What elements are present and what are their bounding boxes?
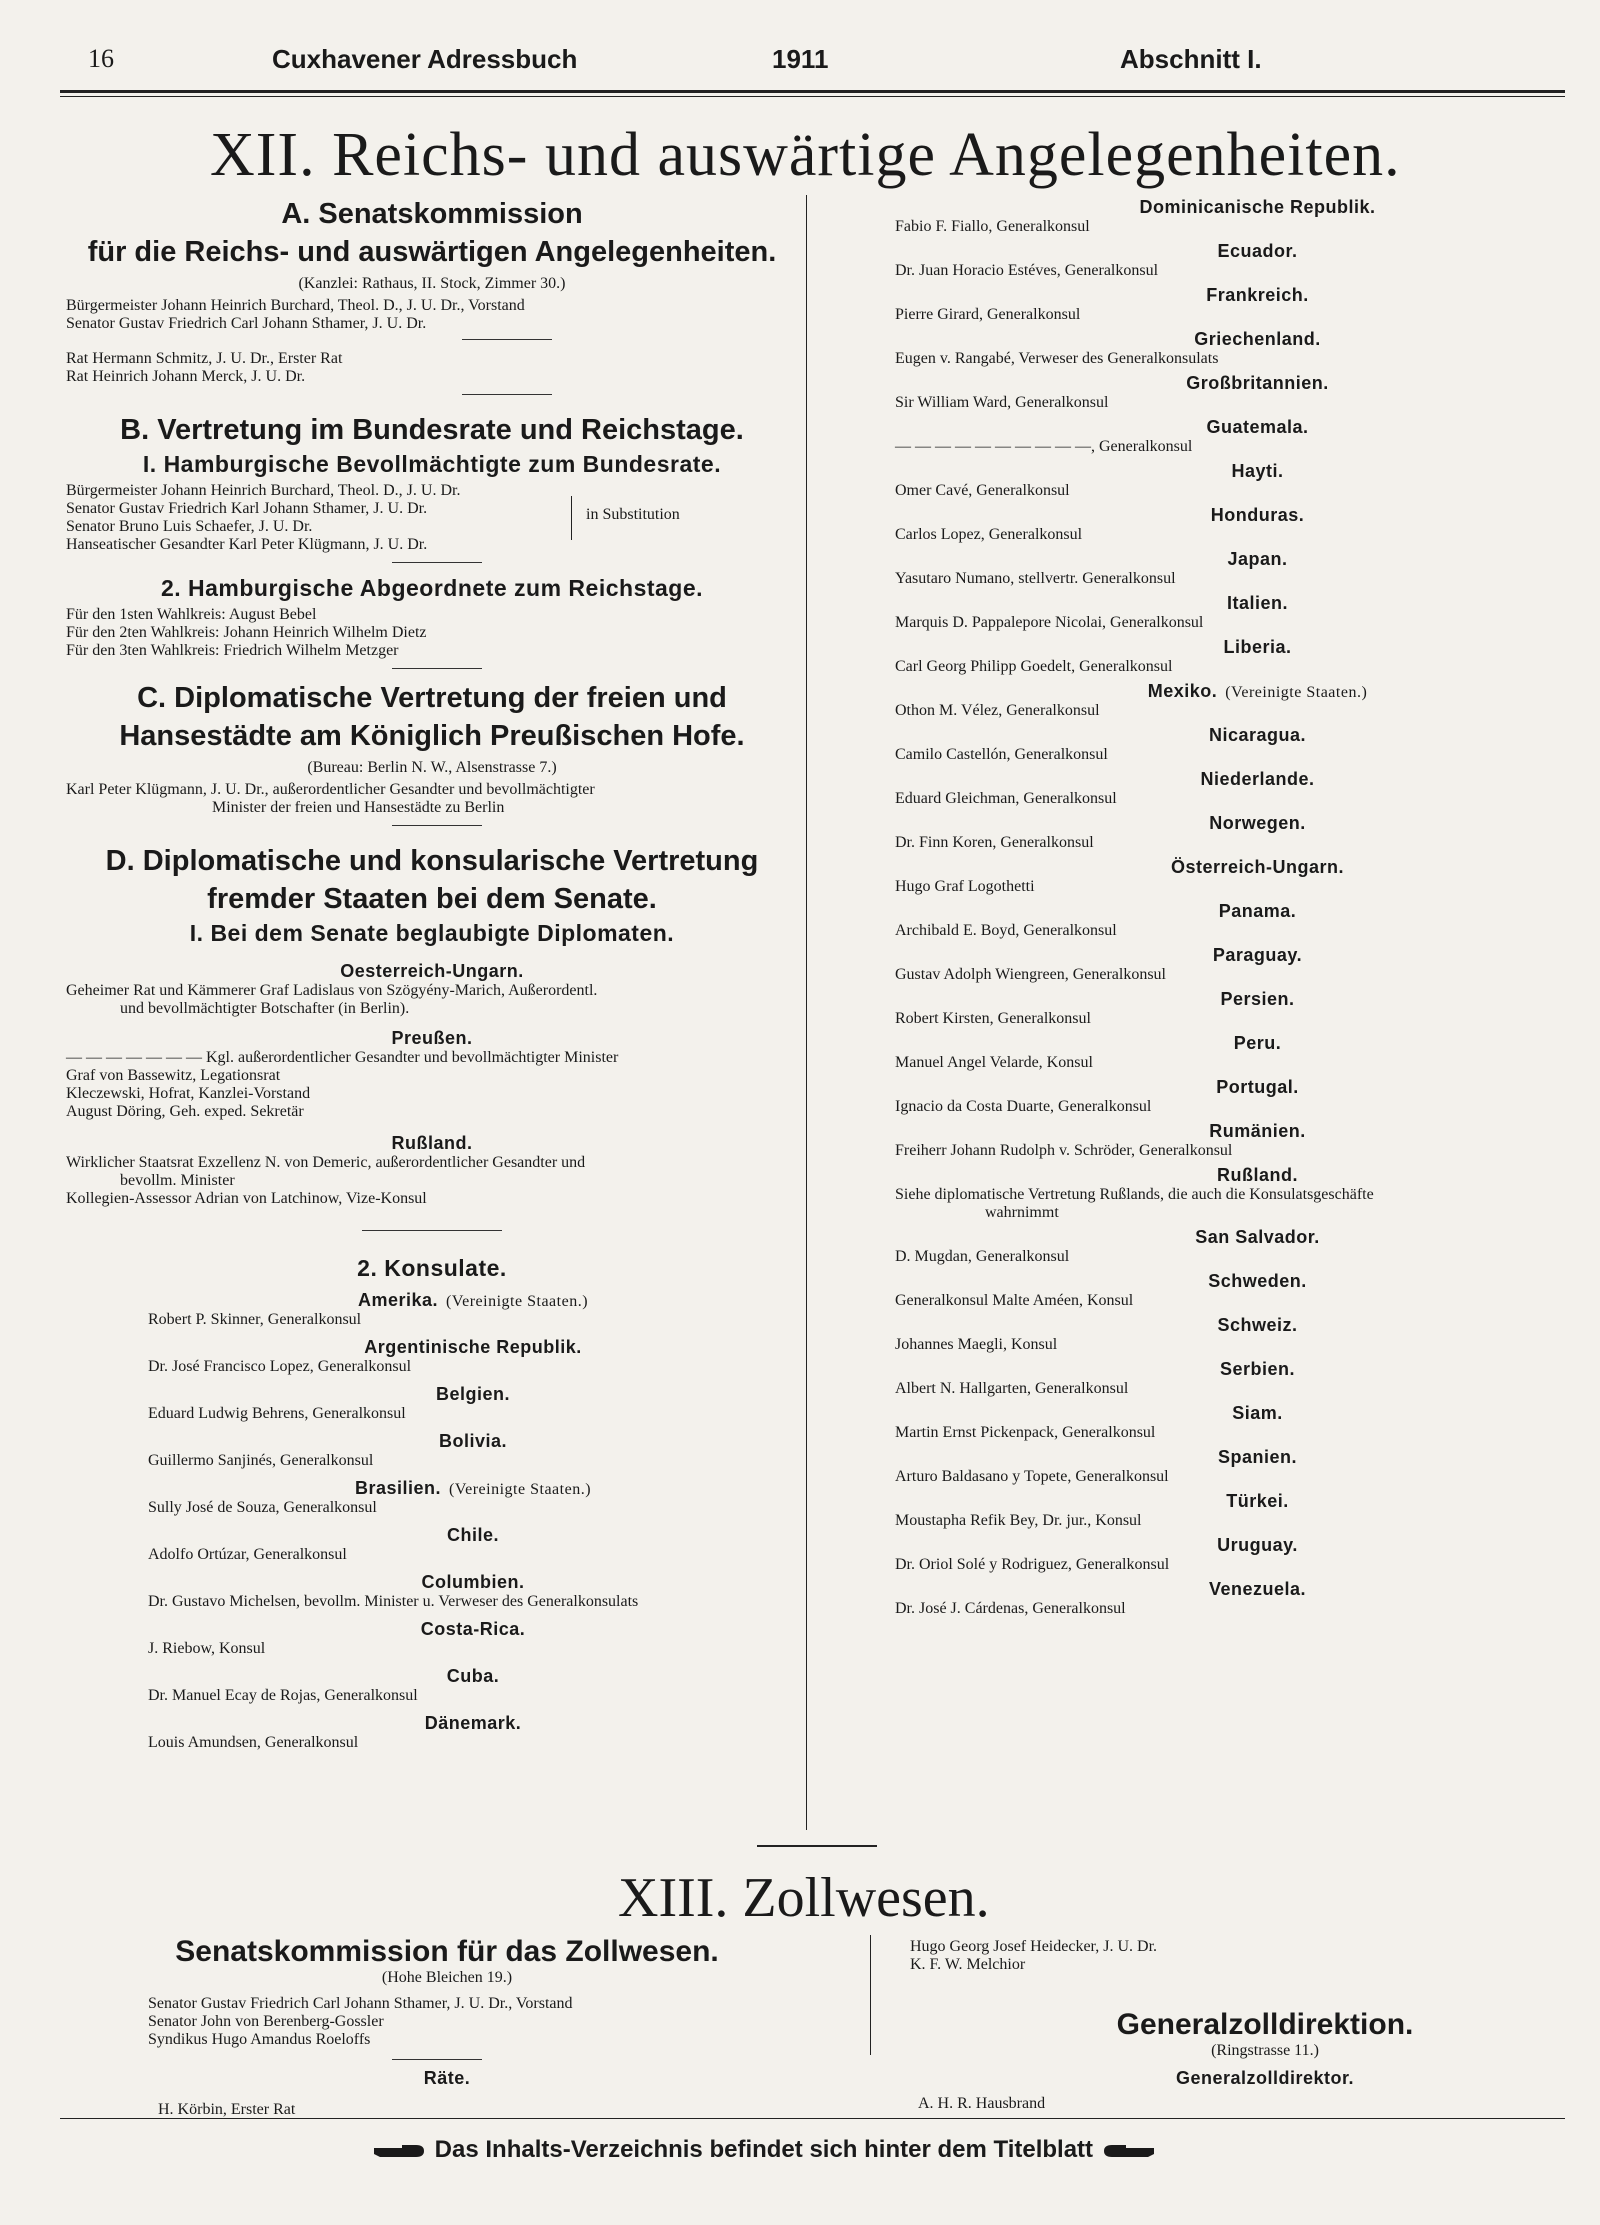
consulate-entry [895, 549, 1560, 588]
consulate-entry [144, 1666, 802, 1705]
country-label: Brasilien. [354, 1478, 442, 1498]
country-name [895, 417, 1560, 438]
country-label: Serbien. [1219, 1359, 1296, 1379]
country-label: Guatemala. [1206, 417, 1309, 437]
divider [392, 825, 482, 826]
consulate-entry [895, 989, 1560, 1028]
section-d-sub1: I. Bei dem Senate beglaubigte Diplomaten. [189, 920, 675, 946]
consul-name: Yasutaro Numano, stellvertr. Generalkonsul [895, 570, 1176, 587]
consul-name: Moustapha Refik Bey, Dr. jur., Konsul [895, 1512, 1142, 1529]
consulate-entry [144, 1337, 802, 1376]
country-name [895, 1033, 1560, 1054]
footer-note [372, 2136, 1156, 2164]
consul-name: Eduard Ludwig Behrens, Generalkonsul [148, 1405, 406, 1422]
country-name [895, 1271, 1560, 1292]
country-name [895, 1403, 1560, 1424]
year: 1911 [772, 44, 829, 74]
country-label: Türkei. [1226, 1491, 1289, 1511]
oesterreich-line: und bevollmächtigter Botschafter (in Berlin). [120, 1000, 410, 1017]
consulate-entry [144, 1478, 802, 1517]
consul-name: Dr. Juan Horacio Estéves, Generalkonsul [895, 262, 1159, 279]
country-label: Costa-Rica. [420, 1619, 526, 1639]
country-russland: Rußland. [391, 1133, 473, 1153]
consul-name: Adolfo Ortúzar, Generalkonsul [148, 1546, 347, 1563]
consul-name: Albert N. Hallgarten, Generalkonsul [895, 1380, 1129, 1397]
country-name [895, 857, 1560, 878]
consulate-entry [895, 1033, 1560, 1072]
country-label: Griechenland. [1194, 329, 1321, 349]
country-label: Cuba. [446, 1666, 500, 1686]
country-label: Columbien. [421, 1572, 525, 1592]
divider [392, 2059, 482, 2060]
consulate-entry [895, 461, 1560, 500]
header-rule-thin [60, 96, 1565, 97]
consulate-entry [895, 945, 1560, 984]
country-name [895, 1535, 1560, 1556]
gzd-note: (Ringstrasse 11.) [1211, 2042, 1319, 2059]
consul-name: Hugo Graf Logothetti [895, 878, 1035, 895]
consul-name: — — — — — — — — — —, Generalkonsul [895, 438, 1193, 455]
country-label: Amerika. [357, 1290, 439, 1310]
consul-name: Dr. Finn Koren, Generalkonsul [895, 834, 1094, 851]
country-name [895, 1165, 1560, 1186]
section-b-sub1: I. Hamburgische Bevollmächtigte zum Bundesrate. [142, 451, 722, 477]
section-a-lines2 [62, 350, 802, 386]
zoll-left-note: (Hohe Bleichen 19.) [381, 1969, 513, 1986]
consul-name: Dr. Oriol Solé y Rodriguez, Generalkonsul [895, 1556, 1170, 1573]
consulate-entry [895, 1359, 1560, 1398]
country-name [895, 1359, 1560, 1380]
consulate-entry [895, 285, 1560, 324]
consulate-entry [895, 1535, 1560, 1574]
consul-name: Dr. Manuel Ecay de Rojas, Generalkonsul [148, 1687, 418, 1704]
country-name [895, 681, 1560, 702]
preussen-line: — — — — — — — Kgl. außerordentlicher Gesandter und bevollmächtigter Minister [66, 1049, 619, 1066]
country-label: Uruguay. [1217, 1535, 1298, 1555]
section-c-line: Karl Peter Klügmann, J. U. Dr., außerordentlicher Gesandter und bevollmächtigter [66, 781, 595, 798]
section-a-line: Rat Heinrich Johann Merck, J. U. Dr. [66, 368, 306, 385]
country-name [895, 197, 1560, 218]
consul-name: Martin Ernst Pickenpack, Generalkonsul [895, 1424, 1156, 1441]
country-name [895, 1077, 1560, 1098]
zoll-left-lines [72, 1995, 822, 2049]
consul-name: Eugen v. Rangabé, Verweser des Generalkonsulats [895, 350, 1219, 367]
section-label: Abschnitt I. [1120, 44, 1262, 74]
section-b-sub1-block [62, 482, 802, 554]
consulate-entry [895, 1315, 1560, 1354]
consul-name: Arturo Baldasano y Topete, Generalkonsul [895, 1468, 1169, 1485]
country-preussen: Preußen. [391, 1028, 473, 1048]
country-label: Japan. [1227, 549, 1288, 569]
consul-name: Dr. Gustavo Michelsen, bevollm. Minister u. Verweser des Generalkonsulats [148, 1593, 639, 1610]
section-d-heading-2: fremder Staaten bei dem Senate. [207, 883, 657, 915]
consul-name: Omer Cavé, Generalkonsul [895, 482, 1070, 499]
section-a-line: Rat Hermann Schmitz, J. U. Dr., Erster Rat [66, 350, 343, 367]
reichstag-line: Für den 2ten Wahlkreis: Johann Heinrich Wilhelm Dietz [66, 624, 427, 641]
book-title: Cuxhavener Adressbuch [272, 44, 578, 74]
bundesrat-line: Bürgermeister Johann Heinrich Burchard, Theol. D., J. U. Dr. [66, 482, 461, 499]
consulate-entry [895, 813, 1560, 852]
consul-name: Johannes Maegli, Konsul [895, 1336, 1058, 1353]
gzd-sub: Generalzolldirektor. [1175, 2068, 1355, 2088]
country-name [144, 1713, 802, 1734]
country-name [895, 813, 1560, 834]
country-label: Österreich-Ungarn. [1170, 857, 1345, 877]
right-column [895, 192, 1560, 1618]
country-name [895, 725, 1560, 746]
consul-name: Carl Georg Philipp Goedelt, Generalkonsul [895, 658, 1173, 675]
country-label: Norwegen. [1209, 813, 1306, 833]
section-a-line: Bürgermeister Johann Heinrich Burchard, Theol. D., J. U. Dr., Vorstand [66, 297, 525, 314]
divider [462, 394, 552, 395]
country-name [895, 285, 1560, 306]
consul-name: D. Mugdan, Generalkonsul [895, 1248, 1070, 1265]
country-name [144, 1478, 802, 1499]
consul-name: Sully José de Souza, Generalkonsul [148, 1499, 377, 1516]
country-label: Schweiz. [1217, 1315, 1298, 1335]
consulate-entry [895, 329, 1560, 368]
zoll-divider [870, 1935, 871, 2055]
country-name [895, 1579, 1560, 1600]
consul-name: Robert P. Skinner, Generalkonsul [148, 1311, 362, 1328]
reichstag-line: Für den 1sten Wahlkreis: August Bebel [66, 606, 317, 623]
consul-name: Sir William Ward, Generalkonsul [895, 394, 1109, 411]
bundesrat-line: Senator Gustav Friedrich Karl Johann Sthamer, J. U. Dr. [66, 500, 428, 517]
country-label: Großbritannien. [1186, 373, 1329, 393]
preussen-line: August Döring, Geh. exped. Sekretär [66, 1103, 304, 1120]
country-name [895, 329, 1560, 350]
zoll-right-line: Hugo Georg Josef Heidecker, J. U. Dr. [910, 1938, 1158, 1955]
country-name [895, 1227, 1560, 1248]
consul-name: Carlos Lopez, Generalkonsul [895, 526, 1083, 543]
country-label: Bolivia. [438, 1431, 508, 1451]
consulate-entry [895, 1121, 1560, 1160]
country-label: Dänemark. [424, 1713, 522, 1733]
zoll-right-line: K. F. W. Melchior [910, 1956, 1026, 1973]
consul-name: Dr. José Francisco Lopez, Generalkonsul [148, 1358, 412, 1375]
country-label: Frankreich. [1206, 285, 1309, 305]
country-name [144, 1666, 802, 1687]
country-name [144, 1431, 802, 1452]
country-label: Rußland. [1217, 1165, 1298, 1185]
consul-name: Dr. José J. Cárdenas, Generalkonsul [895, 1600, 1126, 1617]
country-label: Schweden. [1208, 1271, 1307, 1291]
chapter-divider [757, 1845, 877, 1847]
consul-name: Eduard Gleichman, Generalkonsul [895, 790, 1117, 807]
country-label: Hayti. [1231, 461, 1284, 481]
section-a-heading-2: für die Reichs- und auswärtigen Angelegenheiten. [87, 236, 777, 268]
consul-name: Siehe diplomatische Vertretung Rußlands, die auch die Konsulatsgeschäfte [895, 1186, 1374, 1203]
country-label: Panama. [1218, 901, 1297, 921]
consul-name: Camilo Castellón, Generalkonsul [895, 746, 1108, 763]
consulate-entry [895, 637, 1560, 676]
consul-name: Othon M. Vélez, Generalkonsul [895, 702, 1100, 719]
country-name [895, 989, 1560, 1010]
country-label: Argentinische Republik. [364, 1337, 582, 1357]
zoll-right [900, 1938, 1540, 2113]
country-name [895, 593, 1560, 614]
pointing-hand-right-icon [372, 2142, 428, 2160]
section-a-lines [62, 297, 802, 333]
consulate-entry [144, 1572, 802, 1611]
consul-name: Generalkonsul Malte Améen, Konsul [895, 1292, 1134, 1309]
country-label: Mexiko. [1147, 681, 1218, 701]
consulate-entry [144, 1384, 802, 1423]
consulate-entry [895, 1447, 1560, 1486]
consulate-entry [895, 1403, 1560, 1442]
zoll-left [72, 1935, 822, 2119]
konsulate-right-list [895, 197, 1560, 1618]
country-label: San Salvador. [1195, 1227, 1320, 1247]
section-c-heading-1: C. Diplomatische Vertretung der freien und [137, 682, 727, 714]
country-label: Ecuador. [1217, 241, 1298, 261]
consulate-entry [144, 1619, 802, 1658]
gzd-heading: Generalzolldirektion. [1116, 2008, 1414, 2041]
country-label: Belgien. [435, 1384, 510, 1404]
reichstag-line: Für den 3ten Wahlkreis: Friedrich Wilhelm Metzger [66, 642, 399, 659]
consul-name: Gustav Adolph Wiengreen, Generalkonsul [895, 966, 1166, 983]
consulate-entry [895, 1271, 1560, 1310]
country-label: Dominicanische Republik. [1139, 197, 1376, 217]
russland-line: bevollm. Minister [120, 1172, 235, 1189]
country-name [895, 1447, 1560, 1468]
consulate-entry [144, 1525, 802, 1564]
country-name [895, 637, 1560, 658]
footer-rule [60, 2118, 1565, 2119]
country-name [144, 1619, 802, 1640]
consulate-entry [144, 1431, 802, 1470]
consulate-entry [895, 769, 1560, 808]
left-column [62, 195, 802, 1752]
consulate-entry [144, 1290, 802, 1329]
country-name [144, 1337, 802, 1358]
section-d-sub2: 2. Konsulate. [357, 1255, 507, 1281]
chapter-xii-title: XII. Reichs- und auswärtige Angelegenheiten. [210, 121, 1401, 189]
page-number: 16 [88, 44, 114, 73]
divider [392, 668, 482, 669]
brace [567, 496, 572, 540]
consulate-entry [895, 505, 1560, 544]
section-d-heading-1: D. Diplomatische und konsularische Vertretung [105, 845, 759, 877]
country-label: Paraguay. [1212, 945, 1303, 965]
consulate-entry [895, 373, 1560, 412]
consul-name: Freiherr Johann Rudolph v. Schröder, Generalkonsul [895, 1142, 1233, 1159]
oesterreich-line: Geheimer Rat und Kämmerer Graf Ladislaus von Szögyény-Marich, Außerordentl. [66, 982, 598, 999]
consulate-entry [895, 1077, 1560, 1116]
country-label: Liberia. [1223, 637, 1292, 657]
raete-line: H. Körbin, Erster Rat [158, 2101, 296, 2118]
consul-name: Archibald E. Boyd, Generalkonsul [895, 922, 1117, 939]
header-rule [60, 90, 1565, 93]
zoll-left-line: Senator John von Berenberg-Gossler [148, 2013, 384, 2030]
consulate-entry [895, 197, 1560, 236]
section-c-heading-2: Hansestädte am Königlich Preußischen Hofe. [119, 720, 745, 752]
consulate-entry [144, 1713, 802, 1752]
country-name [895, 549, 1560, 570]
raete-heading: Räte. [423, 2068, 471, 2088]
consul-name: Robert Kirsten, Generalkonsul [895, 1010, 1091, 1027]
country-name [895, 505, 1560, 526]
country-note: (Vereinigte Staaten.) [446, 1293, 589, 1310]
country-name [895, 945, 1560, 966]
divider [392, 562, 482, 563]
consul-name: Manuel Angel Velarde, Konsul [895, 1054, 1093, 1071]
country-name [895, 1491, 1560, 1512]
country-name [895, 241, 1560, 262]
footer-text: Das Inhalts-Verzeichnis befindet sich hinter dem Titelblatt [434, 2136, 1094, 2163]
substitution-note: in Substitution [586, 506, 680, 523]
consulate-entry [895, 901, 1560, 940]
consul-name: J. Riebow, Konsul [148, 1640, 266, 1657]
country-oesterreich: Oesterreich-Ungarn. [340, 961, 524, 981]
country-label: Italien. [1226, 593, 1288, 613]
country-label: Rumänien. [1209, 1121, 1306, 1141]
consul-name: Guillermo Sanjinés, Generalkonsul [148, 1452, 374, 1469]
country-note: (Vereinigte Staaten.) [1225, 684, 1368, 701]
consul-name: Pierre Girard, Generalkonsul [895, 306, 1081, 323]
section-a-heading-1: A. Senatskommission [281, 198, 583, 230]
country-name [895, 1315, 1560, 1336]
country-name [895, 461, 1560, 482]
country-label: Honduras. [1210, 505, 1305, 525]
country-name [144, 1290, 802, 1311]
section-c-line: Minister der freien und Hansestädte zu Berlin [212, 799, 505, 816]
section-b-sub2-block [62, 606, 802, 660]
bundesrat-line: Senator Bruno Luis Schaefer, J. U. Dr. [66, 518, 313, 535]
country-name [895, 901, 1560, 922]
divider [362, 1230, 502, 1231]
zoll-left-line: Syndikus Hugo Amandus Roeloffs [148, 2031, 371, 2048]
country-label: Peru. [1233, 1033, 1282, 1053]
consulate-entry [895, 1579, 1560, 1618]
country-label: Siam. [1232, 1403, 1283, 1423]
consulate-entry [895, 593, 1560, 632]
consul-name: Marquis D. Pappalepore Nicolai, Generalkonsul [895, 614, 1204, 631]
preussen-line: Kleczewski, Hofrat, Kanzlei-Vorstand [66, 1085, 311, 1102]
country-name [144, 1572, 802, 1593]
consul-name: Ignacio da Costa Duarte, Generalkonsul [895, 1098, 1152, 1115]
country-label: Chile. [446, 1525, 499, 1545]
consulate-entry [895, 857, 1560, 896]
section-b-heading: B. Vertretung im Bundesrate und Reichstage. [120, 414, 744, 446]
consulate-entry [895, 241, 1560, 280]
country-label: Venezuela. [1208, 1579, 1307, 1599]
consulate-entry [895, 1227, 1560, 1266]
country-name [895, 769, 1560, 790]
section-a-line: Senator Gustav Friedrich Carl Johann Sthamer, J. U. Dr. [66, 315, 427, 332]
pointing-hand-left-icon [1100, 2142, 1156, 2160]
column-divider [806, 195, 807, 1830]
consul-name: Louis Amundsen, Generalkonsul [148, 1734, 359, 1751]
consulate-entry [895, 725, 1560, 764]
country-label: Niederlande. [1200, 769, 1315, 789]
chapter-xiii-title: XIII. Zollwesen. [618, 1867, 990, 1929]
bundesrat-line: Hanseatischer Gesandter Karl Peter Klügmann, J. U. Dr. [66, 536, 428, 553]
country-label: Spanien. [1217, 1447, 1297, 1467]
konsulate-left-list [62, 1290, 802, 1752]
consul-name-continued: wahrnimmt [985, 1204, 1059, 1221]
russland-line: Kollegien-Assessor Adrian von Latchinow, Vize-Konsul [66, 1190, 427, 1207]
section-a-note: (Kanzlei: Rathaus, II. Stock, Zimmer 30.) [298, 275, 566, 292]
consulate-entry [895, 417, 1560, 456]
consul-name: Fabio F. Fiallo, Generalkonsul [895, 218, 1090, 235]
country-name [895, 373, 1560, 394]
country-name [144, 1525, 802, 1546]
consulate-entry [895, 1491, 1560, 1530]
country-label: Nicaragua. [1208, 725, 1307, 745]
country-label: Persien. [1220, 989, 1295, 1009]
country-name [144, 1384, 802, 1405]
consulate-entry [895, 1165, 1560, 1222]
preussen-line: Graf von Bassewitz, Legationsrat [66, 1067, 281, 1084]
zoll-left-line: Senator Gustav Friedrich Carl Johann Sthamer, J. U. Dr., Vorstand [148, 1995, 573, 2012]
country-note: (Vereinigte Staaten.) [449, 1481, 592, 1498]
gzd-person: A. H. R. Hausbrand [918, 2095, 1046, 2112]
russland-line: Wirklicher Staatsrat Exzellenz N. von Demeric, außerordentlicher Gesandter und [66, 1154, 586, 1171]
divider [462, 339, 552, 340]
country-name [895, 1121, 1560, 1142]
zoll-left-heading: Senatskommission für das Zollwesen. [175, 1935, 719, 1968]
country-label: Portugal. [1216, 1077, 1299, 1097]
section-b-sub2: 2. Hamburgische Abgeordnete zum Reichstage. [160, 575, 704, 601]
consulate-entry [895, 681, 1560, 720]
section-c-note: (Bureau: Berlin N. W., Alsenstrasse 7.) [307, 759, 557, 776]
